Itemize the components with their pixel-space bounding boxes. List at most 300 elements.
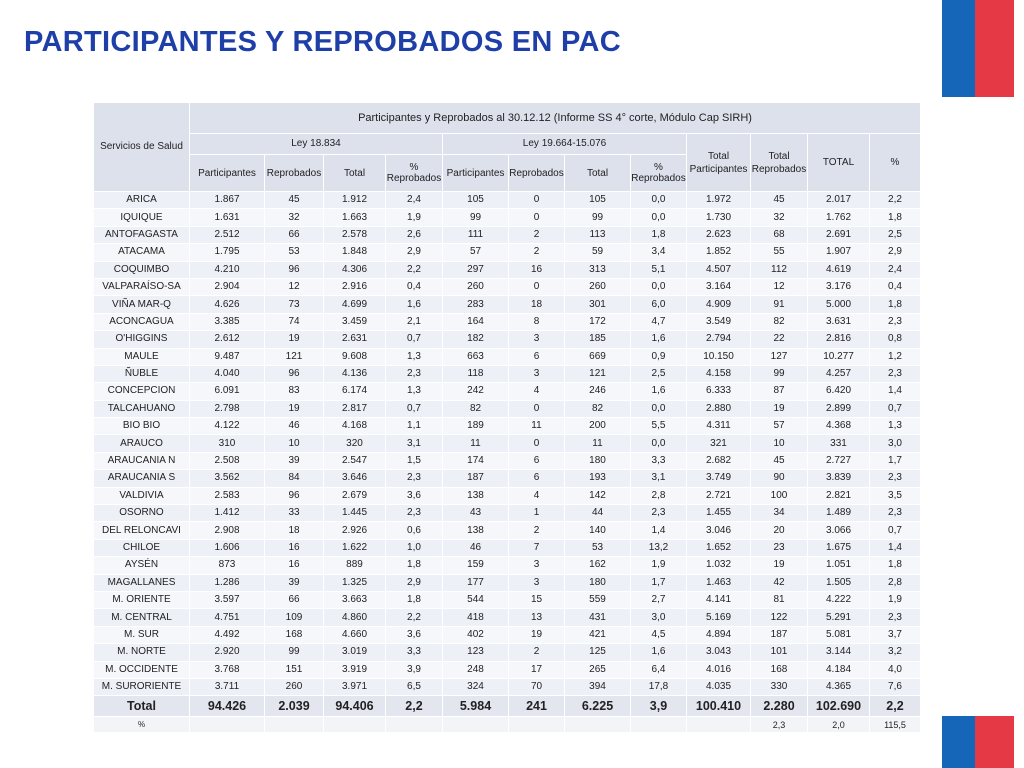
table-row xyxy=(94,452,921,469)
value-cell: 3 xyxy=(509,557,565,574)
value-cell: 2.798 xyxy=(190,400,265,417)
value-cell: 16 xyxy=(265,539,324,556)
value-cell: 84 xyxy=(265,470,324,487)
value-cell: 0 xyxy=(509,278,565,295)
value-cell: 2.794 xyxy=(687,331,751,348)
service-name-cell: MAULE xyxy=(94,348,190,365)
value-cell: 10.150 xyxy=(687,348,751,365)
table-row xyxy=(94,522,921,539)
value-cell: 11 xyxy=(509,418,565,435)
value-cell: 44 xyxy=(565,505,631,522)
value-cell: 1.867 xyxy=(190,192,265,209)
value-cell: 3.043 xyxy=(687,644,751,661)
law1-header: Ley 18.834 xyxy=(190,134,443,155)
value-cell: 2.880 xyxy=(687,400,751,417)
value-cell: 3.631 xyxy=(808,313,870,330)
table-row xyxy=(94,365,921,382)
service-name-cell: M. ORIENTE xyxy=(94,591,190,608)
value-cell: 3,5 xyxy=(870,487,921,504)
service-name-cell: MAGALLANES xyxy=(94,574,190,591)
value-cell: 0,0 xyxy=(631,400,687,417)
value-cell: 7,6 xyxy=(870,678,921,695)
value-cell: 46 xyxy=(265,418,324,435)
value-cell: 260 xyxy=(565,278,631,295)
value-cell: 10.277 xyxy=(808,348,870,365)
value-cell: 0 xyxy=(509,435,565,452)
value-cell: 2.578 xyxy=(324,226,386,243)
value-cell: 0,7 xyxy=(870,522,921,539)
value-cell: 2.816 xyxy=(808,331,870,348)
value-cell: 283 xyxy=(443,296,509,313)
value-cell: 4.660 xyxy=(324,626,386,643)
value-cell: 1.286 xyxy=(190,574,265,591)
value-cell: 402 xyxy=(443,626,509,643)
service-name-cell: ARAUCANIA N xyxy=(94,452,190,469)
service-name-cell: COQUIMBO xyxy=(94,261,190,278)
value-cell: 4.136 xyxy=(324,365,386,382)
value-cell: 43 xyxy=(443,505,509,522)
value-cell: 0,4 xyxy=(386,278,443,295)
value-cell: 96 xyxy=(265,261,324,278)
value-cell: 3.663 xyxy=(324,591,386,608)
service-name-cell: ARICA xyxy=(94,192,190,209)
value-cell: 3,1 xyxy=(386,435,443,452)
value-cell xyxy=(565,717,631,733)
value-cell: 4.909 xyxy=(687,296,751,313)
service-name-cell: ATACAMA xyxy=(94,244,190,261)
value-cell: 2.682 xyxy=(687,452,751,469)
table-row xyxy=(94,418,921,435)
value-cell: 2,2 xyxy=(870,192,921,209)
value-cell: 2 xyxy=(509,644,565,661)
law1-total-header: Total xyxy=(324,155,386,192)
value-cell: 3.562 xyxy=(190,470,265,487)
value-cell: 2.920 xyxy=(190,644,265,661)
table-row xyxy=(94,400,921,417)
value-cell: 241 xyxy=(509,696,565,717)
value-cell: 6 xyxy=(509,348,565,365)
value-cell: 109 xyxy=(265,609,324,626)
value-cell: 2.631 xyxy=(324,331,386,348)
value-cell: 3,1 xyxy=(631,470,687,487)
value-cell: 96 xyxy=(265,365,324,382)
value-cell: 2.612 xyxy=(190,331,265,348)
value-cell xyxy=(687,717,751,733)
value-cell: 66 xyxy=(265,591,324,608)
value-cell: 301 xyxy=(565,296,631,313)
value-cell: 3,9 xyxy=(631,696,687,717)
value-cell: 100 xyxy=(751,487,808,504)
value-cell: 2 xyxy=(509,226,565,243)
value-cell: 242 xyxy=(443,383,509,400)
value-cell: 1.663 xyxy=(324,209,386,226)
service-name-cell: VALPARAÍSO-SA xyxy=(94,278,190,295)
table-row xyxy=(94,209,921,226)
value-cell: 164 xyxy=(443,313,509,330)
value-cell: 121 xyxy=(265,348,324,365)
value-cell: 248 xyxy=(443,661,509,678)
value-cell: 6.225 xyxy=(565,696,631,717)
value-cell: 138 xyxy=(443,487,509,504)
value-cell: 331 xyxy=(808,435,870,452)
value-cell: 4.507 xyxy=(687,261,751,278)
value-cell: 3 xyxy=(509,574,565,591)
value-cell: 0,0 xyxy=(631,192,687,209)
value-cell: 2.727 xyxy=(808,452,870,469)
value-cell xyxy=(631,717,687,733)
value-cell: 3.839 xyxy=(808,470,870,487)
value-cell: 13,2 xyxy=(631,539,687,556)
value-cell: 46 xyxy=(443,539,509,556)
value-cell: 260 xyxy=(265,678,324,695)
value-cell: 3.066 xyxy=(808,522,870,539)
value-cell: 4 xyxy=(509,383,565,400)
value-cell: 4.158 xyxy=(687,365,751,382)
value-cell: 1.795 xyxy=(190,244,265,261)
value-cell: 889 xyxy=(324,557,386,574)
value-cell: 6 xyxy=(509,470,565,487)
value-cell: 1.051 xyxy=(808,557,870,574)
service-name-cell: OSORNO xyxy=(94,505,190,522)
value-cell: 23 xyxy=(751,539,808,556)
value-cell: 32 xyxy=(265,209,324,226)
value-cell: 2.017 xyxy=(808,192,870,209)
value-cell: 83 xyxy=(265,383,324,400)
service-name-cell: O'HIGGINS xyxy=(94,331,190,348)
value-cell: 180 xyxy=(565,452,631,469)
value-cell: 0 xyxy=(509,209,565,226)
value-cell: 2.623 xyxy=(687,226,751,243)
value-cell: 2,3 xyxy=(386,505,443,522)
value-cell: 20 xyxy=(751,522,808,539)
value-cell: 0,7 xyxy=(870,400,921,417)
value-cell: 74 xyxy=(265,313,324,330)
table-row xyxy=(94,678,921,695)
value-cell: 2,3 xyxy=(870,313,921,330)
value-cell: 1.972 xyxy=(687,192,751,209)
table-row xyxy=(94,313,921,330)
value-cell: 6,0 xyxy=(631,296,687,313)
value-cell: 5.169 xyxy=(687,609,751,626)
service-name-cell: AYSÉN xyxy=(94,557,190,574)
service-name-cell: TALCAHUANO xyxy=(94,400,190,417)
value-cell: 2.904 xyxy=(190,278,265,295)
service-name-cell: ARAUCANIA S xyxy=(94,470,190,487)
value-cell: 12 xyxy=(751,278,808,295)
service-name-cell: VALDIVIA xyxy=(94,487,190,504)
value-cell: 1 xyxy=(509,505,565,522)
value-cell: 33 xyxy=(265,505,324,522)
value-cell: 19 xyxy=(265,400,324,417)
table-row xyxy=(94,574,921,591)
value-cell: 1,8 xyxy=(631,226,687,243)
service-name-cell: VIÑA MAR-Q xyxy=(94,296,190,313)
value-cell: 45 xyxy=(751,192,808,209)
table-row xyxy=(94,383,921,400)
value-cell: 19 xyxy=(509,626,565,643)
value-cell: 1.463 xyxy=(687,574,751,591)
total-row xyxy=(94,696,921,717)
table-row xyxy=(94,278,921,295)
value-cell: 418 xyxy=(443,609,509,626)
value-cell: 9.487 xyxy=(190,348,265,365)
value-cell: 6.333 xyxy=(687,383,751,400)
value-cell: 2.280 xyxy=(751,696,808,717)
value-cell: 127 xyxy=(751,348,808,365)
value-cell: 11 xyxy=(443,435,509,452)
law1-reprobados-header: Reprobados xyxy=(265,155,324,192)
value-cell: 0,8 xyxy=(870,331,921,348)
value-cell: 2,3 xyxy=(751,717,808,733)
value-cell: 2.926 xyxy=(324,522,386,539)
value-cell: 2,2 xyxy=(386,609,443,626)
value-cell: 2,6 xyxy=(386,226,443,243)
value-cell: 82 xyxy=(565,400,631,417)
table-row xyxy=(94,487,921,504)
value-cell: 94.426 xyxy=(190,696,265,717)
value-cell: 1,7 xyxy=(870,452,921,469)
value-cell: 19 xyxy=(751,557,808,574)
value-cell: 3,3 xyxy=(386,644,443,661)
law2-header: Ley 19.664-15.076 xyxy=(443,134,687,155)
value-cell: 2,5 xyxy=(870,226,921,243)
value-cell: 16 xyxy=(265,557,324,574)
table-row xyxy=(94,661,921,678)
value-cell: 1.762 xyxy=(808,209,870,226)
value-cell: 2,8 xyxy=(870,574,921,591)
value-cell: 265 xyxy=(565,661,631,678)
law1-participantes-header: Participantes xyxy=(190,155,265,192)
value-cell: 7 xyxy=(509,539,565,556)
value-cell: 2,2 xyxy=(386,696,443,717)
value-cell: 39 xyxy=(265,574,324,591)
value-cell: 18 xyxy=(509,296,565,313)
value-cell: 2,9 xyxy=(870,244,921,261)
value-cell: 1,7 xyxy=(631,574,687,591)
value-cell: 1,8 xyxy=(870,296,921,313)
value-cell: 200 xyxy=(565,418,631,435)
value-cell: 1,6 xyxy=(631,383,687,400)
value-cell: 70 xyxy=(509,678,565,695)
value-cell: 17,8 xyxy=(631,678,687,695)
value-cell: 5.984 xyxy=(443,696,509,717)
value-cell: 162 xyxy=(565,557,631,574)
value-cell: 0,7 xyxy=(386,331,443,348)
value-cell: 0,9 xyxy=(631,348,687,365)
value-cell: 2.691 xyxy=(808,226,870,243)
value-cell: 313 xyxy=(565,261,631,278)
value-cell: 4.894 xyxy=(687,626,751,643)
value-cell: 140 xyxy=(565,522,631,539)
value-cell: 59 xyxy=(565,244,631,261)
service-name-cell: IQUIQUE xyxy=(94,209,190,226)
value-cell: 4.257 xyxy=(808,365,870,382)
value-cell: 2,4 xyxy=(870,261,921,278)
value-cell: 3,9 xyxy=(386,661,443,678)
value-cell: 187 xyxy=(443,470,509,487)
value-cell: 45 xyxy=(751,452,808,469)
table-row xyxy=(94,244,921,261)
value-cell: 2,3 xyxy=(870,470,921,487)
value-cell: 0,0 xyxy=(631,435,687,452)
value-cell xyxy=(443,717,509,733)
value-cell: 105 xyxy=(565,192,631,209)
value-cell: 5.291 xyxy=(808,609,870,626)
value-cell: 2,2 xyxy=(870,696,921,717)
value-cell: 3.046 xyxy=(687,522,751,539)
value-cell: 99 xyxy=(443,209,509,226)
value-cell: 180 xyxy=(565,574,631,591)
value-cell: 115,5 xyxy=(870,717,921,733)
value-cell: 185 xyxy=(565,331,631,348)
table-row xyxy=(94,591,921,608)
value-cell: 1,6 xyxy=(631,644,687,661)
service-name-cell: DEL RELONCAVI xyxy=(94,522,190,539)
value-cell: 90 xyxy=(751,470,808,487)
value-cell: 94.406 xyxy=(324,696,386,717)
value-cell: 112 xyxy=(751,261,808,278)
value-cell: 1.455 xyxy=(687,505,751,522)
value-cell: 2,5 xyxy=(631,365,687,382)
value-cell: 193 xyxy=(565,470,631,487)
value-cell: 3.019 xyxy=(324,644,386,661)
service-name-cell: CONCEPCION xyxy=(94,383,190,400)
value-cell: 6,5 xyxy=(386,678,443,695)
value-cell: 3.919 xyxy=(324,661,386,678)
value-cell: 544 xyxy=(443,591,509,608)
table-row xyxy=(94,435,921,452)
value-cell: 102.690 xyxy=(808,696,870,717)
law2-participantes-header: Participantes xyxy=(443,155,509,192)
value-cell: 39 xyxy=(265,452,324,469)
value-cell: 34 xyxy=(751,505,808,522)
value-cell: 1.032 xyxy=(687,557,751,574)
value-cell: 168 xyxy=(265,626,324,643)
value-cell: 3 xyxy=(509,331,565,348)
service-name-cell: CHILOE xyxy=(94,539,190,556)
value-cell: 1.848 xyxy=(324,244,386,261)
value-cell: 421 xyxy=(565,626,631,643)
value-cell xyxy=(190,717,265,733)
table-row xyxy=(94,261,921,278)
value-cell: 4.751 xyxy=(190,609,265,626)
value-cell: 4.040 xyxy=(190,365,265,382)
value-cell: 4.368 xyxy=(808,418,870,435)
value-cell: 2.583 xyxy=(190,487,265,504)
service-name-cell: M. NORTE xyxy=(94,644,190,661)
table-body xyxy=(94,192,921,733)
value-cell: 8 xyxy=(509,313,565,330)
value-cell: 1,4 xyxy=(870,539,921,556)
value-cell: 3.176 xyxy=(808,278,870,295)
value-cell: 57 xyxy=(443,244,509,261)
value-cell: 0 xyxy=(509,192,565,209)
value-cell: 2,4 xyxy=(386,192,443,209)
value-cell: 15 xyxy=(509,591,565,608)
value-cell: 82 xyxy=(751,313,808,330)
value-cell: 2.821 xyxy=(808,487,870,504)
value-cell: 3,0 xyxy=(870,435,921,452)
value-cell: 1,5 xyxy=(386,452,443,469)
law2-reprobados-header: Reprobados xyxy=(509,155,565,192)
value-cell: 177 xyxy=(443,574,509,591)
value-cell: 174 xyxy=(443,452,509,469)
value-cell: 6 xyxy=(509,452,565,469)
value-cell: 81 xyxy=(751,591,808,608)
value-cell: 1.631 xyxy=(190,209,265,226)
value-cell: 113 xyxy=(565,226,631,243)
service-name-cell: ARAUCO xyxy=(94,435,190,452)
value-cell xyxy=(324,717,386,733)
table-row xyxy=(94,348,921,365)
value-cell: 3,6 xyxy=(386,487,443,504)
table-row xyxy=(94,644,921,661)
value-cell: 1.489 xyxy=(808,505,870,522)
value-cell: 2,0 xyxy=(808,717,870,733)
value-cell: 0 xyxy=(509,400,565,417)
value-cell: 4.492 xyxy=(190,626,265,643)
service-name-cell: M. SURORIENTE xyxy=(94,678,190,695)
value-cell: 4.306 xyxy=(324,261,386,278)
pct-header: % xyxy=(870,134,921,192)
value-cell: 4,7 xyxy=(631,313,687,330)
value-cell: 172 xyxy=(565,313,631,330)
value-cell: 2.679 xyxy=(324,487,386,504)
value-cell: 53 xyxy=(265,244,324,261)
value-cell: 2,1 xyxy=(386,313,443,330)
value-cell: 45 xyxy=(265,192,324,209)
value-cell: 151 xyxy=(265,661,324,678)
value-cell: 4.365 xyxy=(808,678,870,695)
value-cell: 99 xyxy=(565,209,631,226)
value-cell: 99 xyxy=(751,365,808,382)
value-cell: 3,7 xyxy=(870,626,921,643)
service-column-header: Servicios de Salud xyxy=(94,103,190,192)
value-cell: 4.122 xyxy=(190,418,265,435)
value-cell: 1,6 xyxy=(386,296,443,313)
value-cell: 1.730 xyxy=(687,209,751,226)
value-cell: 2.039 xyxy=(265,696,324,717)
value-cell: 669 xyxy=(565,348,631,365)
value-cell: 1.622 xyxy=(324,539,386,556)
grand-total-header: TOTAL xyxy=(808,134,870,192)
value-cell: 1,8 xyxy=(870,557,921,574)
value-cell: 2.908 xyxy=(190,522,265,539)
value-cell: 6,4 xyxy=(631,661,687,678)
value-cell: 42 xyxy=(751,574,808,591)
value-cell: 1,9 xyxy=(870,591,921,608)
value-cell: 32 xyxy=(751,209,808,226)
value-cell: 4,5 xyxy=(631,626,687,643)
value-cell: 2,2 xyxy=(386,261,443,278)
value-cell: 1,9 xyxy=(386,209,443,226)
value-cell: 99 xyxy=(265,644,324,661)
value-cell: 1,2 xyxy=(870,348,921,365)
law1-pct-header: % Reprobados xyxy=(386,155,443,192)
value-cell: 18 xyxy=(265,522,324,539)
value-cell: 3.549 xyxy=(687,313,751,330)
value-cell: 1.675 xyxy=(808,539,870,556)
service-name-cell: % xyxy=(94,717,190,733)
value-cell: 2.817 xyxy=(324,400,386,417)
value-cell: 1,3 xyxy=(386,348,443,365)
table-row xyxy=(94,470,921,487)
flag-decoration-top xyxy=(942,0,1014,97)
percent-row xyxy=(94,717,921,733)
value-cell: 168 xyxy=(751,661,808,678)
value-cell: 12 xyxy=(265,278,324,295)
value-cell: 125 xyxy=(565,644,631,661)
